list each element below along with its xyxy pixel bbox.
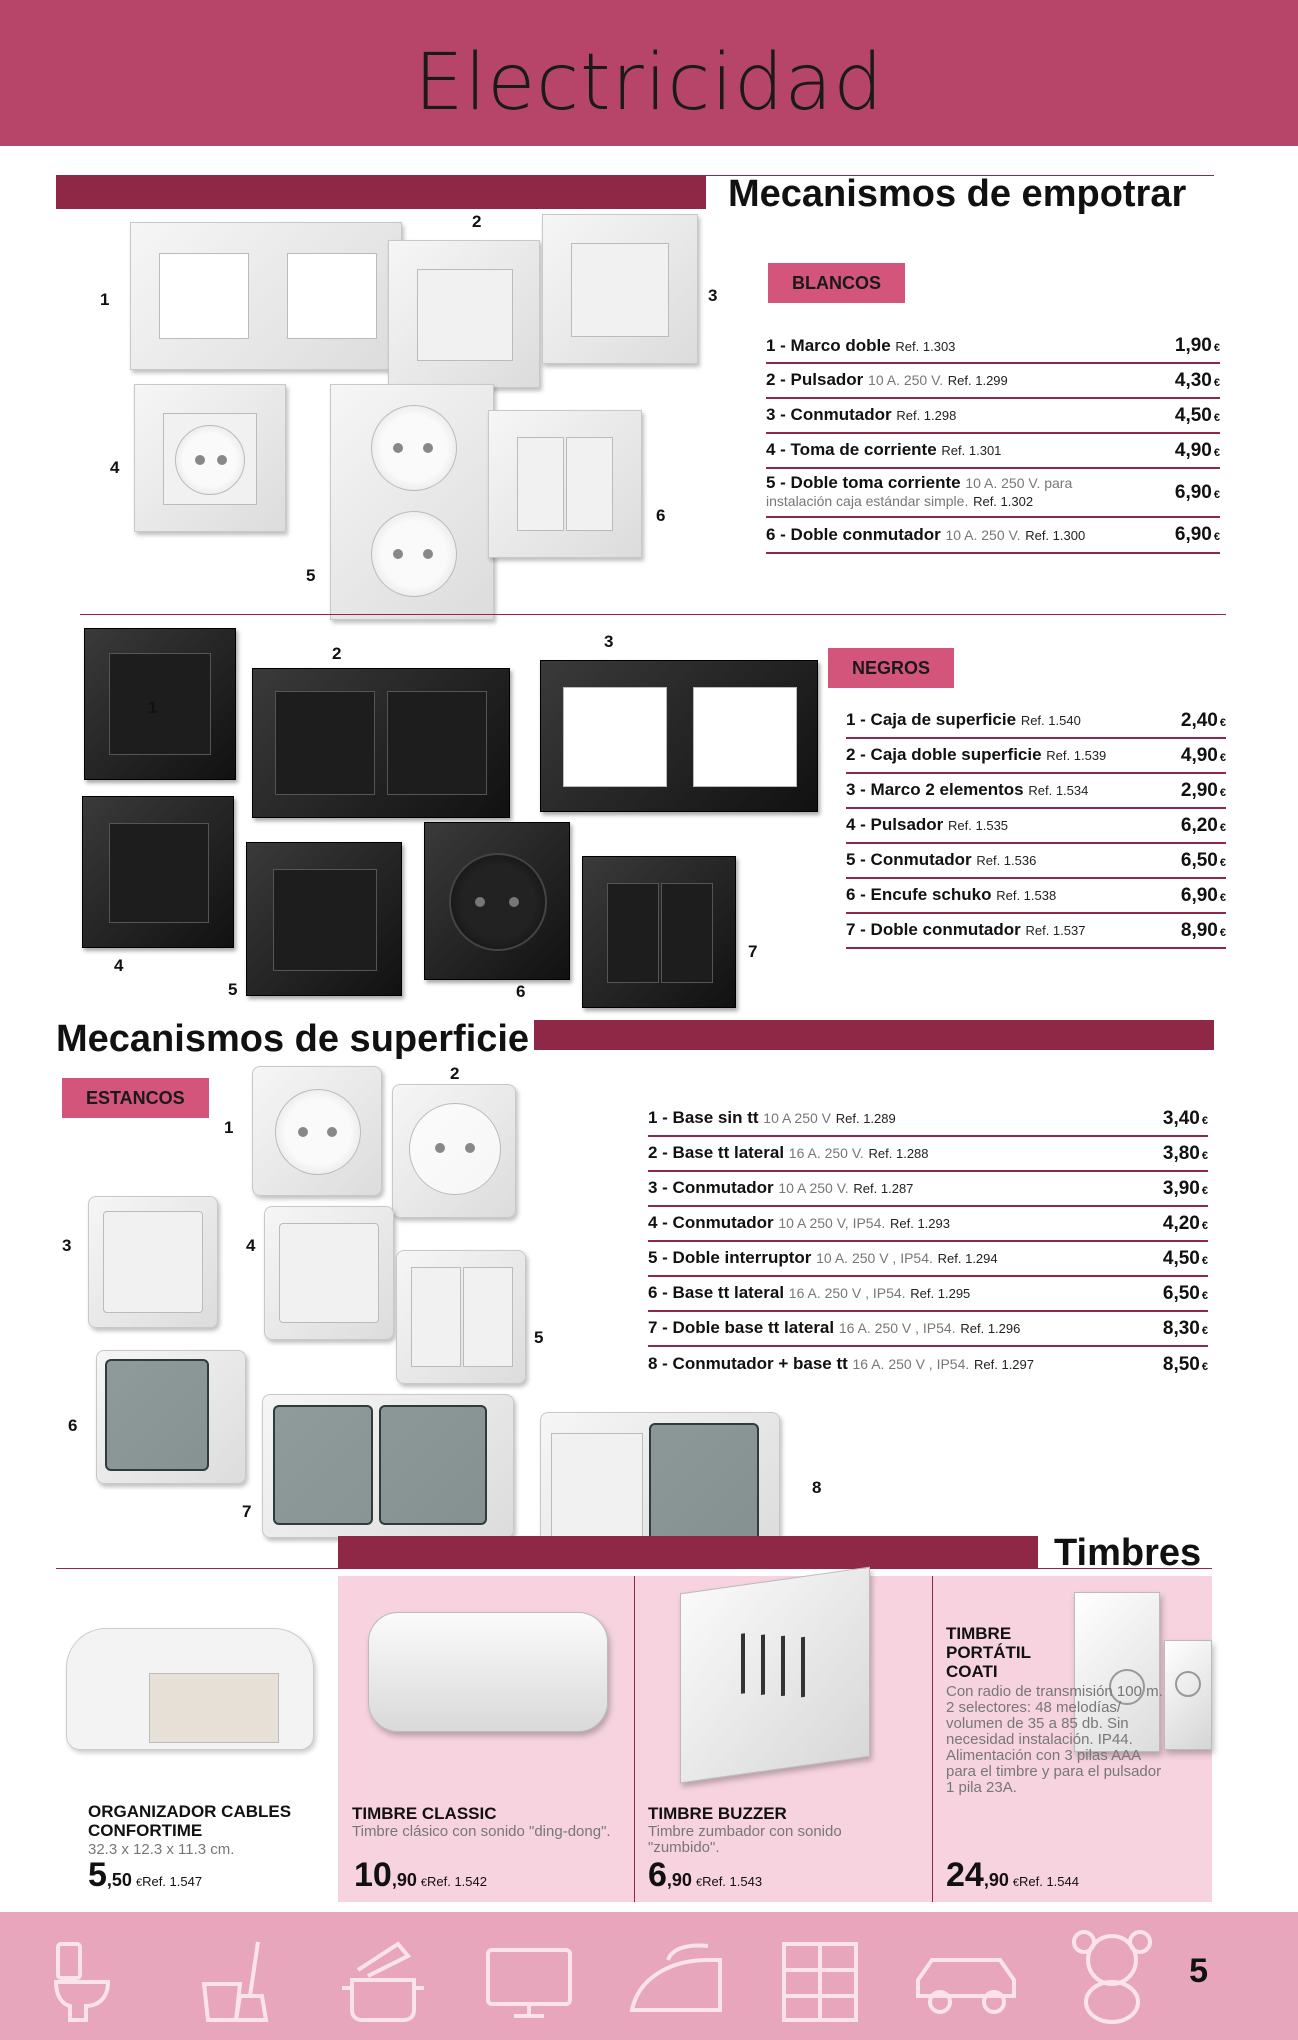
double-socket-white-image xyxy=(330,384,494,620)
price-row: 5 - Doble toma corriente 10 A. 250 V. para instalación caja estándar simple. Ref. 1.302 6,90 € xyxy=(766,469,1220,518)
product-name: TIMBRE CLASSIC xyxy=(352,1804,497,1823)
label-number: 1 xyxy=(224,1118,234,1137)
label-number: 3 xyxy=(62,1236,72,1255)
price-row: 7 - Doble conmutador Ref. 1.537 8,90 € xyxy=(846,914,1226,949)
footer-band xyxy=(0,1912,1298,2040)
label-number: 4 xyxy=(114,956,124,975)
surface-box-black-image xyxy=(84,628,236,780)
label-number: 2 xyxy=(332,644,342,663)
socket-white-image xyxy=(134,384,286,532)
pushbutton-black-image xyxy=(82,796,234,948)
product-price: 24,90 €Ref. 1.544 xyxy=(946,1856,1079,1894)
shelf-icon xyxy=(780,1940,860,2029)
section-bar xyxy=(534,1020,1214,1050)
price-row: 1 - Caja de superficie Ref. 1.540 2,40 € xyxy=(846,704,1226,739)
price-row: 3 - Conmutador 10 A 250 V. Ref. 1.287 3,90 € xyxy=(648,1172,1208,1207)
category-tag: NEGROS xyxy=(828,648,954,688)
price-row: 1 - Marco doble Ref. 1.303 1,90 € xyxy=(766,330,1220,364)
label-number: 6 xyxy=(68,1416,78,1435)
double-switch-white-image xyxy=(488,410,642,558)
price-row: 2 - Pulsador 10 A. 250 V. Ref. 1.299 4,30 € xyxy=(766,364,1220,399)
page-number: 5 xyxy=(1189,1952,1208,1990)
label-number: 1 xyxy=(100,290,110,309)
label-number: 3 xyxy=(604,632,614,651)
product-desc: Timbre clásico con sonido "ding-dong". xyxy=(352,1823,611,1840)
product-price: 6,90 €Ref. 1.543 xyxy=(648,1856,763,1894)
section-bar xyxy=(338,1536,1038,1568)
label-number: 2 xyxy=(472,212,482,231)
price-row: 4 - Conmutador 10 A 250 V, IP54. Ref. 1.293 4,20 € xyxy=(648,1207,1208,1242)
switch-white-image xyxy=(542,214,698,364)
iron-icon xyxy=(628,1940,728,2029)
label-number: 1 xyxy=(148,698,158,717)
product-desc: Con radio de transmisión 100 m. 2 selectores: 48 melodías/ volumen de 35 a 85 db. Sin necesidad instalación. IP44. Alimentación con 3 pilas AAA para el timbre y para el pulsador 1 pila 23A. xyxy=(946,1683,1163,1796)
product-desc: Timbre zumbador con sonido "zumbido". xyxy=(648,1823,842,1856)
price-row: 4 - Pulsador Ref. 1.535 6,20 € xyxy=(846,809,1226,844)
base-tt-lateral-image xyxy=(392,1084,516,1218)
label-number: 7 xyxy=(748,942,758,961)
label-number: 5 xyxy=(228,980,238,999)
divider xyxy=(932,1576,933,1902)
price-row: 8 - Conmutador + base tt 16 A. 250 V , IP54. Ref. 1.297 8,50 € xyxy=(648,1353,1208,1375)
label-number: 6 xyxy=(656,506,666,525)
price-row: 5 - Conmutador Ref. 1.536 6,50 € xyxy=(846,844,1226,879)
price-row: 2 - Caja doble superficie Ref. 1.539 4,90 € xyxy=(846,739,1226,774)
label-number: 5 xyxy=(306,566,316,585)
label-number: 7 xyxy=(242,1502,252,1521)
timbre-classic-image xyxy=(368,1612,608,1732)
timbre-coati-button-image xyxy=(1164,1640,1212,1750)
base-tt-ip54-image xyxy=(96,1350,246,1484)
blancos-price-table xyxy=(766,330,1220,554)
price-row: 1 - Base sin tt 10 A 250 V Ref. 1.289 3,40 € xyxy=(648,1102,1208,1137)
base-sin-tt-image xyxy=(252,1066,382,1196)
label-number: 4 xyxy=(110,458,120,477)
label-number: 6 xyxy=(516,982,526,1001)
label-number: 2 xyxy=(450,1064,460,1083)
price-row: 7 - Doble base tt lateral 16 A. 250 V , IP54. Ref. 1.296 8,30 € xyxy=(648,1312,1208,1347)
product-price: 10,90 €Ref. 1.542 xyxy=(354,1856,487,1894)
page-title: Electricidad xyxy=(414,38,884,128)
product-desc: 32.3 x 12.3 x 11.3 cm. xyxy=(88,1841,235,1858)
doble-base-tt-image xyxy=(262,1394,514,1538)
timbres-title: Timbres xyxy=(1054,1532,1202,1574)
car-icon xyxy=(912,1940,1022,2029)
negros-price-table xyxy=(846,704,1226,949)
frame-2-black-image xyxy=(540,660,818,812)
price-row: 5 - Doble interruptor 10 A. 250 V , IP54. Ref. 1.294 4,50 € xyxy=(648,1242,1208,1277)
divider xyxy=(80,614,1226,615)
superficie-title: Mecanismos de superficie xyxy=(56,1018,530,1060)
label-number: 4 xyxy=(246,1236,256,1255)
cable-organizer-image xyxy=(66,1628,314,1750)
double-switch-black-image xyxy=(582,856,736,1008)
bucket-broom-icon xyxy=(200,1940,270,2029)
product-price: 5,50 €Ref. 1.547 xyxy=(88,1856,203,1894)
category-tag: ESTANCOS xyxy=(62,1078,209,1118)
doble-interruptor-image xyxy=(396,1250,526,1384)
price-row: 6 - Base tt lateral 16 A. 250 V , IP54. Ref. 1.295 6,50 € xyxy=(648,1277,1208,1312)
conmutador-base-tt-image xyxy=(540,1412,780,1556)
price-row: 2 - Base tt lateral 16 A. 250 V. Ref. 1.288 3,80 € xyxy=(648,1137,1208,1172)
double-surface-box-black-image xyxy=(252,668,510,818)
divider xyxy=(634,1576,635,1902)
category-tag: BLANCOS xyxy=(768,263,905,303)
product-name: TIMBRE BUZZER xyxy=(648,1804,787,1823)
conmutador-surface-image xyxy=(88,1196,218,1328)
section-rule xyxy=(56,1568,1212,1569)
schuko-black-image xyxy=(424,822,570,980)
toilet-icon xyxy=(52,1940,112,2029)
pushbutton-white-image xyxy=(388,240,540,388)
timbre-buzzer-image xyxy=(680,1567,870,1784)
product-name: ORGANIZADOR CABLES CONFORTIME xyxy=(88,1802,292,1840)
section-bar xyxy=(56,175,706,209)
product-name: TIMBRE PORTÁTIL COATI xyxy=(946,1624,1031,1681)
switch-black-image xyxy=(246,842,402,996)
label-number: 3 xyxy=(708,286,718,305)
price-row: 6 - Encufe schuko Ref. 1.538 6,90 € xyxy=(846,879,1226,914)
price-row: 3 - Marco 2 elementos Ref. 1.534 2,90 € xyxy=(846,774,1226,809)
empotrar-title: Mecanismos de empotrar xyxy=(728,173,1187,215)
tv-icon xyxy=(484,1940,574,2029)
header-band xyxy=(0,0,1298,146)
cooking-pot-icon xyxy=(338,1940,428,2029)
double-frame-image xyxy=(130,222,402,370)
conmutador-ip54-image xyxy=(264,1206,394,1340)
price-row: 3 - Conmutador Ref. 1.298 4,50 € xyxy=(766,399,1220,434)
superficie-price-table xyxy=(648,1102,1208,1382)
price-row: 4 - Toma de corriente Ref. 1.301 4,90 € xyxy=(766,434,1220,469)
label-number: 8 xyxy=(812,1478,822,1497)
label-number: 5 xyxy=(534,1328,544,1347)
price-row: 6 - Doble conmutador 10 A. 250 V. Ref. 1.300 6,90 € xyxy=(766,518,1220,554)
teddy-bear-icon xyxy=(1064,1926,1160,2031)
